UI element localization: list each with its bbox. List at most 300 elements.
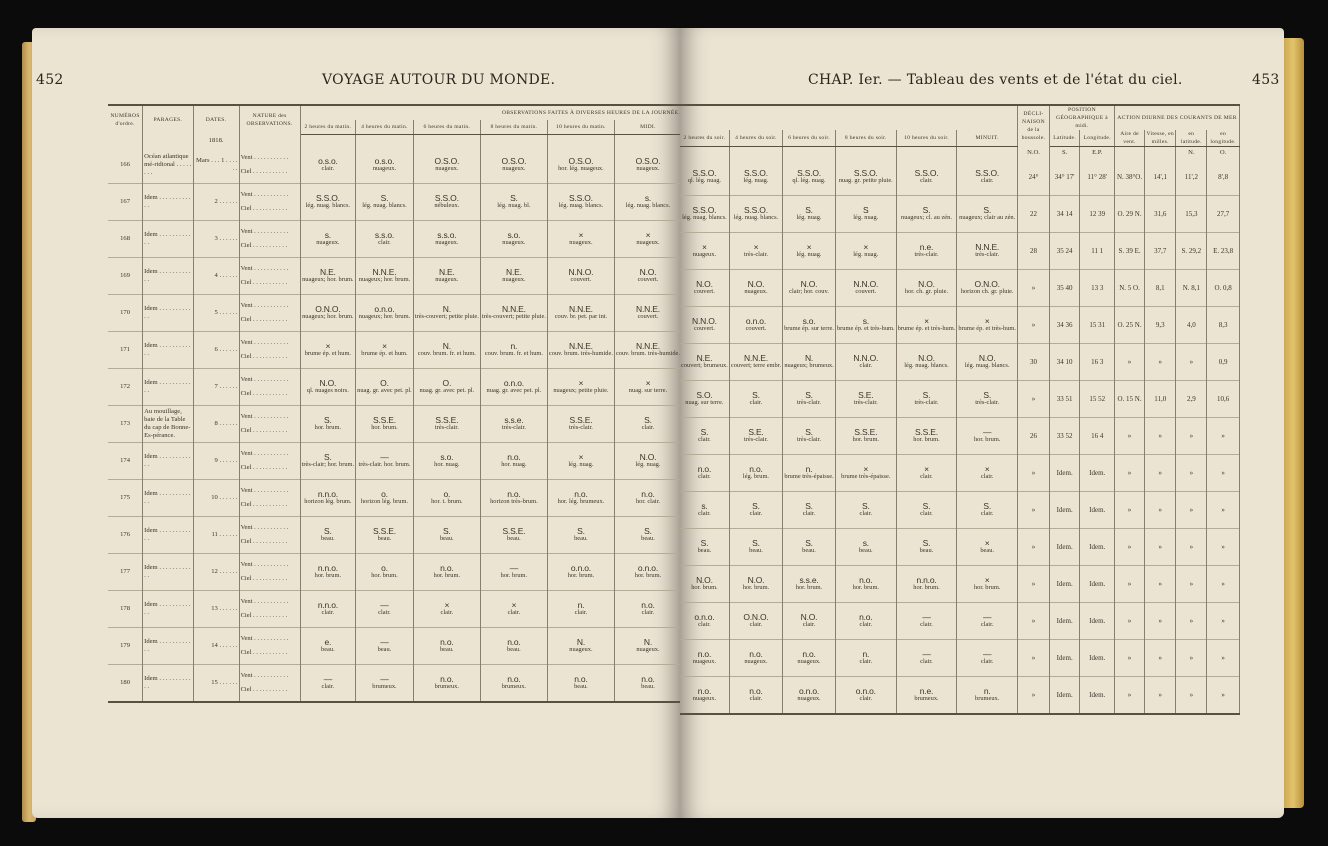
sky-value: hor. brum. xyxy=(634,572,662,579)
wind-value: S. xyxy=(644,526,652,536)
sky-value: nuageux. xyxy=(692,251,717,258)
row-aire: » xyxy=(1115,677,1145,714)
wind-value: S. xyxy=(752,538,760,548)
wind-value: n.o. xyxy=(749,685,763,696)
sky-value: lég. nuag. blancs. xyxy=(362,202,407,209)
sky-value: beau. xyxy=(919,547,934,554)
col-hour: MIDI. xyxy=(614,120,680,135)
wind-value: × xyxy=(645,378,651,388)
sky-value: brume ép. et hum. xyxy=(304,350,352,357)
table-row xyxy=(680,529,1240,566)
table-row xyxy=(108,665,680,702)
sky-value: clair. xyxy=(378,609,391,616)
sky-value: clair. xyxy=(920,473,933,480)
right-page xyxy=(680,28,1284,818)
sky-value: nuageux. xyxy=(636,164,660,172)
sky-value: très-couvert; petite pluie. xyxy=(414,313,479,320)
table-row xyxy=(680,640,1240,677)
row-lon: 15 52 xyxy=(1080,381,1115,418)
wind-value: — xyxy=(983,612,992,622)
wind-value: S.S.E. xyxy=(373,415,396,425)
wind-value: × xyxy=(984,538,990,548)
table-row xyxy=(108,591,680,628)
table-row xyxy=(680,603,1240,640)
wind-value: n.o. xyxy=(440,673,454,684)
sky-value: couv. brum. fr. et hum. xyxy=(417,350,476,357)
row-date: 10 . . . . . . xyxy=(193,480,239,517)
row-number: 176 xyxy=(108,517,143,554)
table-row xyxy=(680,196,1240,233)
table-row xyxy=(108,221,680,258)
sky-value: hor. brum. xyxy=(795,584,823,591)
wind-value: O.N.O. xyxy=(315,304,341,314)
sky-value: beau. xyxy=(439,535,454,542)
wind-value: o. xyxy=(443,489,451,499)
ciel-label: Ciel . . . . . . . . . . . xyxy=(240,316,288,323)
row-date: 13 . . . . . . xyxy=(193,591,239,628)
sky-value: nuageux. xyxy=(435,164,459,172)
table-row xyxy=(680,455,1240,492)
wind-value: n.o. xyxy=(749,464,763,474)
vent-label: Vent . . . . . . . . . . . xyxy=(240,413,289,420)
wind-value: S. xyxy=(805,538,813,548)
row-parage: Idem . . . . . . . . . . . . xyxy=(143,443,194,480)
vent-label: Vent . . . . . . . . . . . xyxy=(240,598,289,605)
sky-value: hor. brum. xyxy=(433,572,461,579)
table-row xyxy=(680,492,1240,529)
sky-value: nuageux. xyxy=(692,694,717,702)
col-parages: PARAGES. xyxy=(143,105,194,135)
wind-value: n.o. xyxy=(697,464,712,474)
row-decl: 30 xyxy=(1018,344,1050,381)
row-vit: 14',1 xyxy=(1145,159,1176,196)
row-lon: Idem. xyxy=(1080,529,1115,566)
row-parage: Idem . . . . . . . . . . . . xyxy=(143,295,194,332)
table-row xyxy=(108,517,680,554)
row-lat: 34 10 xyxy=(1049,344,1079,381)
wind-value: s.s.o. xyxy=(437,230,457,240)
row-dlon: » xyxy=(1207,566,1240,603)
table-row xyxy=(680,418,1240,455)
sky-value: hor. nuag. xyxy=(501,461,527,468)
wind-value: S. xyxy=(983,501,991,511)
sky-value: beau. xyxy=(377,646,392,653)
ciel-label: Ciel . . . . . . . . . . . xyxy=(240,464,288,471)
col-group-observations: OBSERVATIONS FAITES À DIVERSES HEURES DE LA JOURNÉE. xyxy=(300,105,680,120)
row-decl: » xyxy=(1018,640,1050,677)
wind-value: n.o. xyxy=(749,649,763,659)
wind-value: S. xyxy=(983,205,991,215)
sky-value: ql. lég. nuag. xyxy=(792,176,826,184)
sky-value: hor. brum. xyxy=(913,584,940,591)
row-dlat: » xyxy=(1176,603,1207,640)
wind-value: o. xyxy=(381,563,388,573)
sky-value: lég. nuag. xyxy=(853,251,879,258)
wind-value: S. xyxy=(922,205,931,215)
wind-value: N.O. xyxy=(639,267,657,277)
row-lon: Idem. xyxy=(1080,603,1115,640)
sky-value: couvert; terre embr. xyxy=(730,362,782,369)
col-hour: 4 heures du soir. xyxy=(729,130,782,147)
sky-value: lég. nuag. blancs. xyxy=(904,362,949,369)
sky-value: clair. xyxy=(920,621,933,628)
wind-value: s.s.e. xyxy=(504,415,524,425)
left-page xyxy=(32,28,680,818)
sky-value: clair. xyxy=(802,510,816,517)
wind-value: S. xyxy=(805,501,813,511)
row-parage: Océan atlantique mé-ridional . . . . . . . . xyxy=(143,147,194,184)
wind-value: S. xyxy=(324,526,332,536)
row-parage: Idem . . . . . . . . . . . . xyxy=(143,628,194,665)
row-number: 172 xyxy=(108,369,143,406)
wind-value: S. xyxy=(510,193,518,203)
wind-value: S.S.O. xyxy=(569,193,593,203)
row-lat: Idem. xyxy=(1049,455,1079,492)
table-row xyxy=(108,443,680,480)
row-lat: Idem. xyxy=(1049,529,1079,566)
row-dlat: » xyxy=(1176,492,1207,529)
vent-label: Vent . . . . . . . . . . . xyxy=(240,339,289,346)
sky-value: très-clair. xyxy=(501,424,526,431)
row-lat: 34 14 xyxy=(1049,196,1079,233)
sky-value: clair. xyxy=(920,510,933,517)
sky-value: couv. brum. très-humide. xyxy=(548,350,613,357)
sky-value: hor. brum. xyxy=(314,424,342,431)
ciel-label: Ciel . . . . . . . . . . . xyxy=(240,538,288,545)
ciel-label: Ciel . . . . . . . . . . . xyxy=(240,612,288,619)
row-number: 169 xyxy=(108,258,143,295)
row-number: 179 xyxy=(108,628,143,665)
row-dlon: 0,9 xyxy=(1207,344,1240,381)
sky-value: horizon lég. brum. xyxy=(360,498,409,505)
sky-value: nuageux. xyxy=(636,646,660,653)
row-vit: » xyxy=(1145,529,1176,566)
ciel-label: Ciel . . . . . . . . . . . xyxy=(240,685,288,693)
row-dlat: » xyxy=(1176,418,1207,455)
row-dlat: N. 8,1 xyxy=(1176,270,1207,307)
wind-value: S.S.O. xyxy=(853,167,878,178)
sky-value: lég. nuag. xyxy=(635,461,661,468)
sky-value: clair. xyxy=(321,609,335,616)
sky-value: couvert; brumeux. xyxy=(681,362,728,369)
sky-value: nuageux. xyxy=(316,239,340,246)
vent-label: Vent . . . . . . . . . . . xyxy=(240,265,289,272)
sky-value: très-clair. xyxy=(743,251,768,258)
wind-value: N. xyxy=(643,637,653,647)
col-longitude: Longitude. xyxy=(1080,130,1115,147)
right-running-title: CHAP. Ier. — Tableau des vents et de l'état du ciel. xyxy=(808,72,1183,88)
sky-value: couvert. xyxy=(855,288,877,295)
wind-value: S. xyxy=(380,193,389,203)
wind-value: s. xyxy=(862,316,869,326)
sky-value: couvert. xyxy=(745,325,767,332)
sky-value: horizon lég. brum. xyxy=(304,498,352,505)
row-dlat: » xyxy=(1176,455,1207,492)
row-dlon: 8,3 xyxy=(1207,307,1240,344)
wind-value: S.S.O. xyxy=(744,167,768,178)
wind-value: S.S.E. xyxy=(854,427,878,437)
sky-value: lég. nuag. bl. xyxy=(497,202,531,209)
wind-value: N.N.O. xyxy=(853,279,879,289)
sky-value: clair. xyxy=(749,621,763,628)
vent-label: Vent . . . . . . . . . . . xyxy=(240,450,289,457)
row-dlon: » xyxy=(1207,418,1240,455)
row-dlat: 11',2 xyxy=(1176,159,1207,196)
wind-value: s.s.e. xyxy=(799,575,819,585)
row-vit: » xyxy=(1145,603,1176,640)
wind-value: × xyxy=(702,242,707,252)
left-running-title: VOYAGE AUTOUR DU MONDE. xyxy=(322,72,556,88)
row-dlon: » xyxy=(1207,640,1240,677)
row-lat: Idem. xyxy=(1049,603,1079,640)
sky-value: clair. xyxy=(749,399,763,406)
row-vit: 31,6 xyxy=(1145,196,1176,233)
wind-value: n.n.o. xyxy=(317,489,338,499)
wind-value: N.N.E. xyxy=(569,304,593,314)
row-lon: 15 31 xyxy=(1080,307,1115,344)
wind-value: o.n.o. xyxy=(855,685,876,696)
row-dlon: » xyxy=(1207,455,1240,492)
wind-value: O.N.O. xyxy=(743,612,769,622)
wind-value: S.S.O. xyxy=(434,193,459,203)
wind-value: × xyxy=(578,378,584,388)
wind-value: o.n.o. xyxy=(374,304,395,314)
sky-value: clair. xyxy=(698,510,711,517)
sky-value: hor. clair. xyxy=(635,498,660,505)
sky-value: très-clair. xyxy=(434,424,459,431)
row-vit: 37,7 xyxy=(1145,233,1176,270)
wind-value: N.O. xyxy=(639,452,657,462)
row-number: 168 xyxy=(108,221,143,258)
row-lon: 11° 28' xyxy=(1080,159,1115,196)
row-lon: Idem. xyxy=(1080,492,1115,529)
row-lat: 35 24 xyxy=(1049,233,1079,270)
table-row xyxy=(680,159,1240,196)
row-dlat: 4,0 xyxy=(1176,307,1207,344)
wind-value: N.O. xyxy=(918,279,935,289)
row-dlon: » xyxy=(1207,603,1240,640)
vent-label: Vent . . . . . . . . . . . xyxy=(240,671,289,679)
wind-value: S.S.O. xyxy=(315,193,340,203)
row-number: 180 xyxy=(108,665,143,702)
wind-value: N. xyxy=(442,341,451,351)
sky-value: très-couvert; petite pluie. xyxy=(481,313,546,320)
table-row xyxy=(108,184,680,221)
sky-value: clair; hor. couv. xyxy=(789,288,829,295)
wind-value: n.o. xyxy=(440,563,454,573)
row-aire: O. 25 N. xyxy=(1115,307,1145,344)
vent-label: Vent . . . . . . . . . . . xyxy=(240,191,289,198)
table-row xyxy=(108,295,680,332)
col-numeros: NUMÉROS d'ordre. xyxy=(108,105,143,135)
row-vit: 9,3 xyxy=(1145,307,1176,344)
row-date: 14 . . . . . . xyxy=(193,628,239,665)
table-row xyxy=(680,344,1240,381)
sky-value: clair. xyxy=(980,510,994,517)
sky-value: nuag. gr. petite pluie. xyxy=(838,176,893,184)
wind-value: S.E. xyxy=(748,427,764,437)
wind-value: n.n.o. xyxy=(916,575,937,585)
wind-value: s.o. xyxy=(507,230,521,240)
sky-value: nuageux. xyxy=(744,658,768,665)
table-row xyxy=(108,554,680,591)
wind-value: S. xyxy=(700,427,709,437)
row-dlat: » xyxy=(1176,529,1207,566)
row-date: Mars . . . 1 . . . . . . xyxy=(193,147,239,184)
sky-value: nuag. gr. avec pet. pl. xyxy=(419,387,475,394)
row-dlat: » xyxy=(1176,344,1207,381)
sky-value: nuageux. xyxy=(435,276,459,283)
row-parage: Idem . . . . . . . . . . . . xyxy=(143,258,194,295)
wind-value: n.o. xyxy=(641,489,655,499)
wind-value: N.N.O. xyxy=(568,267,594,277)
wind-value: n. xyxy=(577,600,585,610)
wind-value: × xyxy=(511,600,517,610)
vent-label: Vent . . . . . . . . . . . xyxy=(240,561,289,568)
row-parage: Idem . . . . . . . . . . . . xyxy=(143,665,194,702)
row-decl: 24° xyxy=(1018,159,1050,196)
sky-value: hor. brum. xyxy=(852,436,880,443)
wind-value: o.s.o. xyxy=(374,155,395,166)
row-decl: » xyxy=(1018,381,1050,418)
sky-value: beau. xyxy=(507,646,521,653)
wind-value: N. xyxy=(442,304,451,314)
sky-value: clair. xyxy=(749,694,763,702)
sky-value: beau. xyxy=(377,535,392,542)
row-dlat: 2,9 xyxy=(1176,381,1207,418)
sky-value: couv. br. pet. par int. xyxy=(554,313,608,320)
wind-value: O.N.O. xyxy=(974,279,1000,289)
wind-value: n. xyxy=(862,649,870,659)
sky-value: beau. xyxy=(574,682,588,690)
sky-value: hor. brum. xyxy=(567,572,595,579)
col-hour: 2 heures du matin. xyxy=(300,120,356,135)
sky-value: couvert. xyxy=(637,313,659,320)
sky-value: très-clair. xyxy=(568,424,593,431)
sky-value: clair. xyxy=(920,176,933,184)
wind-value: n.o. xyxy=(859,612,873,622)
sky-value: nuageux. xyxy=(435,239,459,246)
decl-unit: N.O. xyxy=(1018,147,1050,159)
row-lat: Idem. xyxy=(1049,566,1079,603)
sky-value: lég. nuag. xyxy=(796,251,822,258)
row-aire: » xyxy=(1115,455,1145,492)
wind-value: S.S.O. xyxy=(797,167,821,178)
wind-value: N.O. xyxy=(747,575,765,585)
row-lon: 11 1 xyxy=(1080,233,1115,270)
wind-value: — xyxy=(323,673,333,684)
wind-value: N.E. xyxy=(696,353,713,363)
row-aire: S. 39 E. xyxy=(1115,233,1145,270)
wind-value: — xyxy=(380,637,389,647)
sky-value: beau. xyxy=(574,535,588,542)
sky-value: nuageux; cl. au zén. xyxy=(901,214,952,221)
wind-value: S.S.E. xyxy=(569,415,593,425)
wind-value: N.O. xyxy=(918,353,935,363)
wind-value: S. xyxy=(443,526,451,536)
wind-value: n.n.o. xyxy=(317,563,338,573)
ciel-label: Ciel . . . . . . . . . . . xyxy=(240,279,288,286)
col-en-longitude: en longitude. xyxy=(1207,130,1240,147)
row-vit: 11,0 xyxy=(1145,381,1176,418)
sky-value: couvert. xyxy=(637,276,659,283)
sky-value: brume ép. et très-hum. xyxy=(897,325,956,332)
wind-value: N.N.E. xyxy=(569,341,593,351)
open-book xyxy=(20,28,1310,836)
wind-value: n.o. xyxy=(641,673,655,684)
table-row xyxy=(680,233,1240,270)
table-row xyxy=(680,566,1240,603)
col-hour: 4 heures du matin. xyxy=(356,120,414,135)
row-date: 7 . . . . . . xyxy=(193,369,239,406)
row-decl: 28 xyxy=(1018,233,1050,270)
sky-value: très-clair. xyxy=(797,436,821,443)
wind-value: S. xyxy=(324,452,332,462)
sky-value: nuag. gr. avec pet. pl. xyxy=(357,387,412,394)
row-decl: » xyxy=(1018,455,1050,492)
sky-value: lég. nuag. blancs. xyxy=(682,214,727,221)
sky-value: brume ép. et très-hum. xyxy=(836,325,895,332)
sky-value: nuag. gr. avec pet. pl. xyxy=(486,387,542,394)
sky-value: hor. brum. xyxy=(314,572,342,579)
sky-value: nuageux; hor. brum. xyxy=(358,313,411,320)
sky-value: lég. nuag. blancs. xyxy=(625,202,671,209)
row-aire: N. 5 O. xyxy=(1115,270,1145,307)
wind-value: N.E. xyxy=(319,267,336,277)
sky-value: hor. brum. xyxy=(371,572,398,579)
row-parage: Idem . . . . . . . . . . . . xyxy=(143,554,194,591)
sky-value: clair. xyxy=(980,658,994,665)
sky-value: hor. brum. xyxy=(500,572,528,579)
sky-value: nuageux. xyxy=(797,658,821,665)
col-declinaison: DÉCLI-NAISON de la boussole. xyxy=(1018,105,1050,147)
col-dates: DATES. xyxy=(193,105,239,135)
col-nature: NATURE des OBSERVATIONS. xyxy=(239,105,300,135)
wind-value: n.o. xyxy=(507,637,521,647)
wind-value: S.S.O. xyxy=(744,205,768,215)
sky-value: lég. nuag. xyxy=(853,214,879,221)
row-lat: 34° 17' xyxy=(1049,159,1079,196)
wind-value: × xyxy=(645,230,651,240)
table-row xyxy=(108,628,680,665)
sky-value: nuageux; hor. brum. xyxy=(358,276,411,283)
row-date: 4 . . . . . . xyxy=(193,258,239,295)
wind-value: S. xyxy=(752,390,760,400)
sky-value: beau. xyxy=(641,535,655,542)
row-decl: 22 xyxy=(1018,196,1050,233)
wind-value: s.o. xyxy=(440,452,454,462)
sky-value: très-clair. xyxy=(914,251,939,258)
wind-value: O. xyxy=(380,378,389,388)
wind-value: N.N.E. xyxy=(744,353,768,363)
sky-value: beau. xyxy=(321,535,335,542)
ciel-label: Ciel . . . . . . . . . . . xyxy=(240,205,288,212)
wind-value: S.S.O. xyxy=(692,167,717,178)
wind-value: n.e. xyxy=(919,242,934,252)
sky-value: très-clair. xyxy=(797,399,821,406)
row-date: 12 . . . . . . xyxy=(193,554,239,591)
sky-value: horizon très-brum. xyxy=(490,498,538,505)
sky-value: clair. xyxy=(920,658,933,665)
row-dlat: » xyxy=(1176,677,1207,714)
table-row xyxy=(108,332,680,369)
row-decl: » xyxy=(1018,492,1050,529)
wind-value: N.N.O. xyxy=(853,353,879,363)
row-parage: Idem . . . . . . . . . . . . xyxy=(143,332,194,369)
row-dlon: 10,6 xyxy=(1207,381,1240,418)
row-aire: O. 15 N. xyxy=(1115,381,1145,418)
row-parage: Idem . . . . . . . . . . . . xyxy=(143,184,194,221)
